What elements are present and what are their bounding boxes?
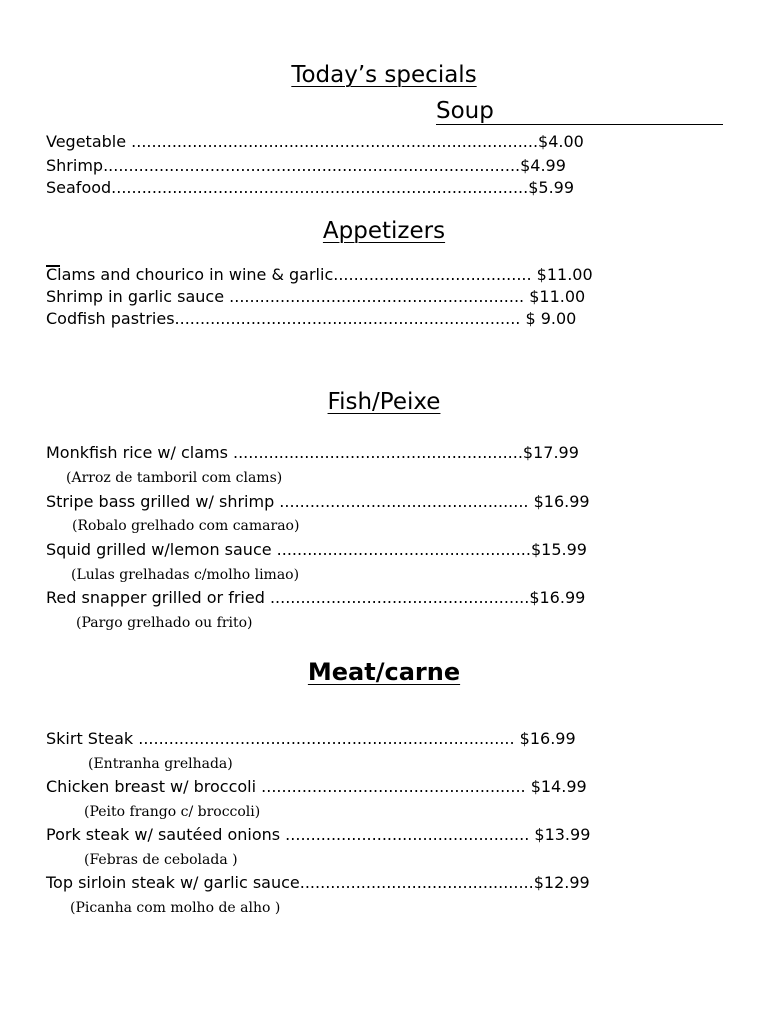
meat-item-top-sirloin-translation: (Picanha com molho de alho ): [70, 900, 281, 916]
appetizers-heading: Appetizers: [322, 218, 446, 244]
fish-item-squid-translation: (Lulas grelhadas c/molho limao): [71, 567, 300, 583]
meat-item-pork-steak: Pork steak w/ sautéed onions ................................................ $13.99: [46, 825, 591, 844]
appetizer-item-shrimp: Shrimp in garlic sauce .......................................................... $11.00: [46, 287, 586, 306]
meat-item-pork-steak-translation: (Febras de cebolada ): [84, 852, 238, 868]
page-title: Today’s specials: [291, 62, 477, 88]
fish-item-stripe-bass-translation: (Robalo grelhado com camarao): [72, 518, 300, 534]
soup-item-shrimp: Shrimp..................................................................................$4.99: [46, 156, 566, 175]
fish-item-monkfish-translation: (Arroz de tamboril com clams): [66, 470, 283, 486]
meat-item-chicken-breast: Chicken breast w/ broccoli .................................................... $14.99: [46, 777, 587, 796]
fish-item-monkfish: Monkfish rice w/ clams .........................................................$17.99: [46, 443, 579, 462]
meat-heading: Meat/carne: [307, 658, 461, 686]
soup-heading: Soup: [436, 98, 494, 124]
fish-item-red-snapper-translation: (Pargo grelhado ou frito): [76, 615, 253, 631]
meat-item-skirt-steak-translation: (Entranha grelhada): [88, 756, 233, 772]
appetizer-item-clams: Clams and chourico in wine & garlic....................................... $11.00: [46, 265, 593, 284]
soup-item-seafood: Seafood..................................................................................$5.99: [46, 178, 575, 197]
fish-item-red-snapper: Red snapper grilled or fried ...................................................$16.99: [46, 588, 586, 607]
fish-heading: Fish/Peixe: [327, 389, 441, 415]
fish-item-squid: Squid grilled w/lemon sauce ..................................................$15.99: [46, 540, 587, 559]
meat-item-chicken-breast-translation: (Peito frango c/ broccoli): [84, 804, 261, 820]
meat-item-top-sirloin: Top sirloin steak w/ garlic sauce..............................................$12.99: [46, 873, 590, 892]
fish-item-stripe-bass: Stripe bass grilled w/ shrimp ................................................. $16.99: [46, 492, 590, 511]
soup-heading-underline: [436, 124, 723, 125]
appetizer-item-codfish: Codfish pastries.................................................................... $ 9.00: [46, 309, 577, 328]
meat-item-skirt-steak: Skirt Steak .......................................................................... $16.99: [46, 729, 576, 748]
soup-item-vegetable: Vegetable ................................................................................$4.00: [46, 132, 584, 151]
